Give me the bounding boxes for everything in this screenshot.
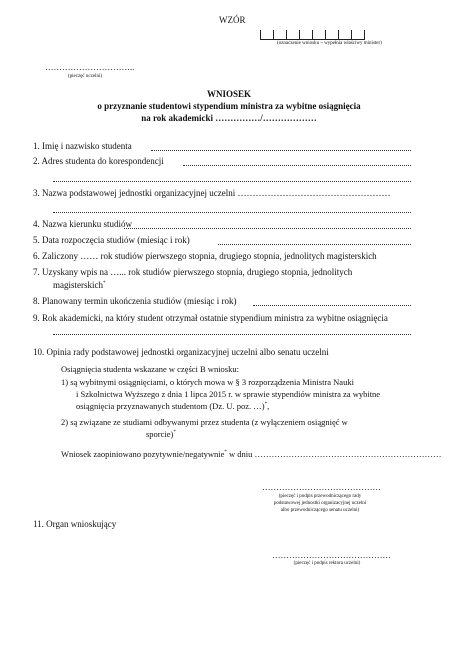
- university-stamp-dots: …………………………..: [45, 62, 135, 72]
- field-start-date-input[interactable]: [218, 244, 411, 245]
- opinion-item1-line2: i Szkolnictwa Wyższego z dnia 1 lipca 2015 r. w sprawie stypendiów ministra za wybitne: [76, 389, 381, 399]
- footnote-star: *: [264, 402, 268, 408]
- council-signature-caption-1: (pieczęć i podpis przewodniczącego rady: [278, 494, 362, 499]
- wzor-label: WZÓR: [219, 15, 246, 25]
- field-planned-end-input[interactable]: [253, 305, 411, 306]
- opinion-item1-line3: osiągnięcia przyznawanych studentom (Dz. U. poz. …): [76, 401, 265, 411]
- field-enrolled-year-label: 7. Uzyskany wpis na …... rok studiów pierwszego stopnia, drugiego stopnia, jednolitych: [33, 267, 353, 277]
- field-address-label: 2. Adres studenta do korespondencji: [33, 156, 164, 166]
- comma-text: ,: [267, 401, 270, 411]
- organ-label: 11. Organ wnioskujący: [33, 519, 117, 529]
- document-title: WNIOSEK: [206, 89, 251, 99]
- university-stamp-caption: (pieczęć uczelni): [68, 74, 103, 79]
- council-signature-dots[interactable]: ……………………………………: [262, 482, 381, 492]
- footnote-star: *: [173, 430, 176, 436]
- footnote-star: *: [103, 281, 106, 286]
- field-major-input[interactable]: [124, 228, 411, 229]
- field-address-input[interactable]: [183, 165, 411, 166]
- field-last-scholarship-label: 9. Rok akademicki, na który student otrzymał ostatnie stypendium ministra za wybitne osiągnięcia: [33, 313, 388, 323]
- council-signature-caption-2: podstawowej jednostki organizacyjnej uczelni: [273, 501, 367, 506]
- document-subtitle: o przyznanie studentowi stypendium ministra za wybitne osiągnięcia: [97, 101, 361, 111]
- opinion-intro: Osiągnięcia studenta wskazane w części B wniosku:: [61, 364, 239, 374]
- academic-year-line: na rok akademicki ……………/………………: [141, 113, 317, 123]
- opinion-conclusion: Wniosek zaopiniowano pozytywnie/negatywnie: [61, 449, 225, 459]
- field-planned-end-label: 8. Planowany termin ukończenia studiów (miesiąc i rok): [33, 296, 237, 306]
- opinion-item1-line3-wrap: [76, 401, 269, 411]
- footnote-star: *: [224, 450, 227, 456]
- field-opinion-label: 10. Opinia rady podstawowej jednostki organizacyjnej uczelni albo senatu uczelni: [33, 347, 329, 357]
- opinion-item2-line2: sporcie): [146, 429, 174, 439]
- field-start-date-label: 5. Data rozpoczęcia studiów (miesiąc i rok): [33, 235, 190, 245]
- opinion-item2-line1: 2) są związane ze studiami odbywanymi przez studenta (z wyłączeniem osiągnięć w: [61, 417, 348, 427]
- rector-signature-dots[interactable]: ……………………………………: [272, 550, 391, 560]
- council-signature-caption-3: albo przewodniczącego senatu uczelni): [280, 508, 360, 513]
- field-unit-input-line2[interactable]: [53, 212, 411, 213]
- field-enrolled-year-label-cont: [53, 280, 106, 290]
- magisterskich-text: magisterskich: [53, 280, 103, 290]
- opinion-item2-line2-wrap: [146, 429, 176, 439]
- field-unit-label: 3. Nazwa podstawowej jednostki organizacyjnej uczelni ……………………………………………: [33, 188, 391, 198]
- field-last-scholarship-input[interactable]: [53, 334, 411, 335]
- field-student-name-input[interactable]: [151, 150, 411, 151]
- opinion-item1-line1: 1) są wybitnymi osiągnięciami, o których mowa w § 3 rozporządzenia Ministra Nauki: [61, 377, 354, 387]
- field-major-label: 4. Nazwa kierunku studiów: [33, 219, 132, 229]
- field-completed-year-label: 6. Zaliczony …… rok studiów pierwszego stopnia, drugiego stopnia, jednolitych magisterskich: [33, 251, 377, 261]
- application-number-boxes[interactable]: [260, 30, 365, 40]
- field-student-name-label: 1. Imię i nazwisko studenta: [33, 141, 132, 151]
- opinion-conclusion-wrap: [61, 449, 441, 459]
- field-address-input-line2[interactable]: [53, 181, 411, 182]
- box-caption: (oznaczenie wniosku – wypełnia właściwy minister): [277, 41, 382, 46]
- opinion-date-line[interactable]: w dniu …………………………………………………………: [226, 449, 442, 459]
- rector-signature-caption: (pieczęć i podpis rektora uczelni): [293, 561, 361, 566]
